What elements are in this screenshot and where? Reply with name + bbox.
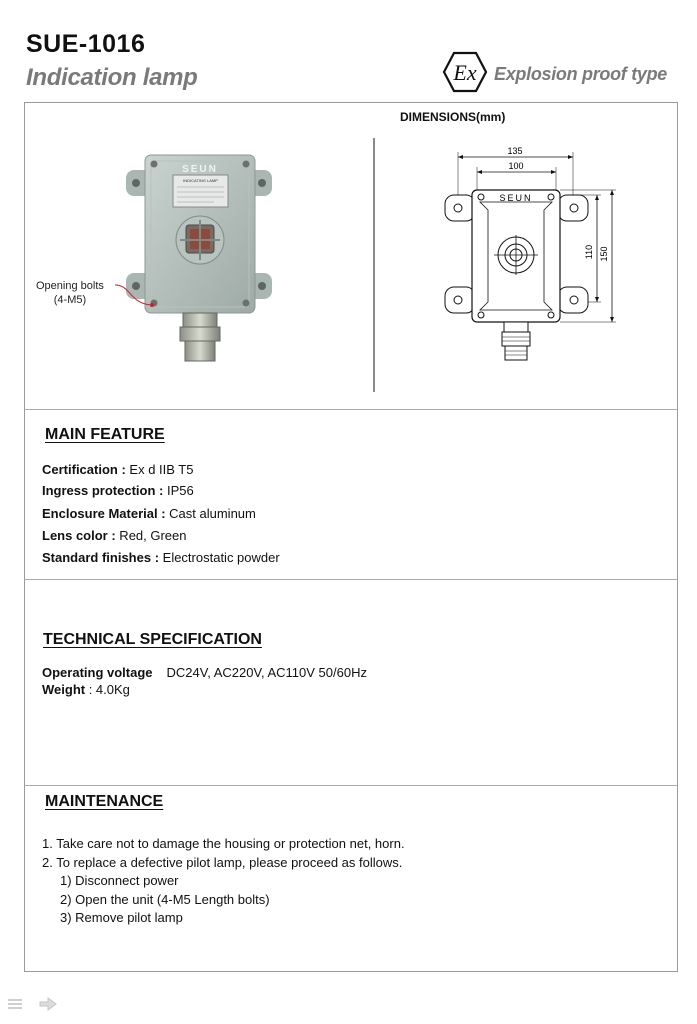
- feature-finishes: [42, 550, 280, 565]
- maintenance-item: 1. Take care not to damage the housing or protection net, horn.: [42, 836, 405, 851]
- feature-label: Enclosure Material :: [42, 506, 166, 521]
- maintenance-item: 2. To replace a defective pilot lamp, please proceed as follows.: [42, 854, 403, 870]
- weight-label: Weight: [42, 682, 86, 697]
- spec-voltage: [42, 665, 367, 680]
- feature-certification: [42, 462, 193, 477]
- weight-value: : 4.0Kg: [85, 682, 130, 697]
- callout-line-2: (4-M5): [53, 294, 87, 306]
- spec-weight: [42, 682, 130, 697]
- divider-2: [24, 579, 678, 580]
- footer-toolbar: [6, 996, 66, 1017]
- ex-hexagon-icon: [442, 51, 488, 93]
- dim-height-outer: 150: [599, 246, 609, 262]
- divider-1: [24, 409, 678, 410]
- dim-width-outer: 135: [507, 146, 523, 156]
- opening-bolts-callout: [36, 279, 104, 307]
- menu-icon[interactable]: [8, 999, 22, 1009]
- product-name-subtitle: Indication lamp: [26, 64, 198, 91]
- device-brand-text: SEUN: [182, 164, 218, 175]
- maintenance-list: [42, 835, 405, 928]
- explosion-proof-label: Explosion proof type: [494, 64, 668, 84]
- dimensions-title: DIMENSIONS(mm): [400, 110, 506, 124]
- callout-line-1: Opening bolts: [36, 280, 104, 292]
- feature-label: Certification :: [42, 462, 126, 477]
- maintenance-step: 1) Disconnect power: [60, 873, 179, 888]
- technical-spec-heading: TECHNICAL SPECIFICATION: [43, 631, 262, 648]
- divider-3: [24, 785, 678, 786]
- voltage-value: DC24V, AC220V, AC110V 50/60Hz: [166, 665, 367, 680]
- feature-value: IP56: [163, 483, 194, 498]
- maintenance-step: 2) Open the unit (4-M5 Length bolts): [60, 891, 270, 907]
- feature-value: Cast aluminum: [165, 506, 256, 521]
- feature-enclosure: [42, 506, 256, 521]
- ex-symbol: Ex: [453, 60, 477, 85]
- feature-label: Ingress protection :: [42, 483, 164, 498]
- drawing-brand-text: SEUN: [499, 193, 533, 203]
- feature-label: Lens color :: [42, 528, 116, 543]
- product-photo: [110, 145, 275, 370]
- voltage-label: Operating voltage: [42, 665, 153, 680]
- next-arrow-icon[interactable]: [40, 998, 56, 1010]
- callout-arrow: [113, 281, 158, 311]
- feature-value: Ex d IIB T5: [125, 462, 194, 477]
- feature-lens-color: [42, 528, 187, 543]
- product-model-title: SUE-1016: [26, 30, 146, 58]
- feature-ingress: [42, 483, 194, 498]
- feature-label: Standard finishes :: [42, 550, 160, 565]
- main-feature-heading: MAIN FEATURE: [45, 426, 165, 443]
- feature-value: Electrostatic powder: [159, 550, 280, 565]
- dim-height-inner: 110: [584, 244, 594, 260]
- dimension-drawing: [432, 140, 617, 370]
- maintenance-heading: MAINTENANCE: [45, 793, 164, 810]
- image-panel-divider: [373, 138, 375, 392]
- dim-width-inner: 100: [508, 161, 524, 171]
- nameplate-title: INDICATING LAMP: [183, 178, 218, 183]
- maintenance-step: 3) Remove pilot lamp: [60, 910, 183, 925]
- feature-value: Red, Green: [115, 528, 187, 543]
